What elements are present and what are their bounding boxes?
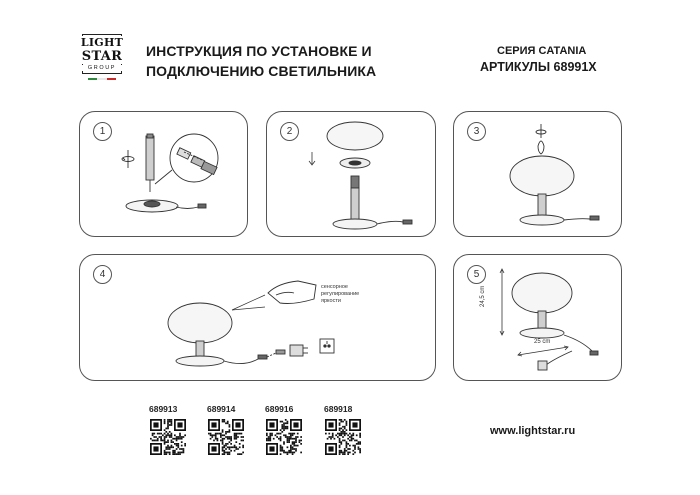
step-1-illustration <box>80 112 249 238</box>
step-number-3: 3 <box>467 122 486 141</box>
sensor-dimming-note <box>321 284 359 305</box>
lamp-base <box>176 350 285 366</box>
step-2-illustration <box>267 112 437 238</box>
step-number-4: 4 <box>93 265 112 284</box>
mounting-ring <box>340 158 370 168</box>
height-dimension-arrow <box>500 269 504 335</box>
qr-code-3[interactable] <box>266 419 302 455</box>
glass-shade <box>327 122 383 150</box>
connector-zoom-detail <box>155 134 218 184</box>
lamp-base <box>520 328 598 370</box>
logo-text-star: STAR <box>76 49 128 64</box>
hand-touch-detail <box>268 281 316 304</box>
instruction-title <box>146 41 376 81</box>
step-panel-4 <box>79 254 436 381</box>
brand-logo <box>76 28 128 84</box>
logo-text-group: GROUP <box>76 65 128 71</box>
sensor-note-line-3: яркости <box>321 298 341 304</box>
lamp-base <box>126 200 206 212</box>
bulb <box>538 141 544 154</box>
height-label: 24,5 cm <box>480 285 486 307</box>
step-panel-5 <box>453 254 622 381</box>
italian-flag-stripe <box>88 78 116 80</box>
width-dimension-arrow <box>518 346 568 356</box>
width-label: 25 cm <box>534 339 551 345</box>
article-code-3: 689916 <box>265 404 294 414</box>
lamp-base <box>333 219 412 229</box>
series-name: СЕРИЯ CATANIA <box>497 45 587 57</box>
step-5-illustration <box>454 255 623 382</box>
step-number-1: 1 <box>93 122 112 141</box>
step-3-illustration <box>454 112 623 238</box>
article-code-2: 689914 <box>207 404 236 414</box>
power-adapter <box>290 345 308 356</box>
logo-text-light: LIGHT <box>76 36 128 49</box>
article-range: АРТИКУЛЫ 68991X <box>480 60 597 74</box>
step-number-5: 5 <box>467 265 486 284</box>
glass-shade <box>512 273 572 313</box>
down-arrow-icon <box>309 152 315 165</box>
sensor-note-line-2: регулирование <box>321 291 360 297</box>
title-line-2: ПОДКЛЮЧЕНИЮ СВЕТИЛЬНИКА <box>146 63 377 79</box>
lamp-base <box>520 215 599 225</box>
touch-zoom-line <box>232 295 265 310</box>
rotate-arrows-icon <box>536 124 546 138</box>
step-panel-3 <box>453 111 622 237</box>
title-line-1: ИНСТРУКЦИЯ ПО УСТАНОВКЕ И <box>146 43 372 59</box>
qr-code-1[interactable] <box>150 419 186 455</box>
article-code-1: 689913 <box>149 404 178 414</box>
qr-code-4[interactable] <box>325 419 361 455</box>
sensor-note-line-1: сенсорное <box>321 284 348 290</box>
step-panel-1 <box>79 111 248 237</box>
qr-code-2[interactable] <box>208 419 244 455</box>
glass-shade <box>168 303 232 343</box>
outlet-icon <box>320 339 334 353</box>
rotate-arrows-icon <box>122 150 134 168</box>
step-panel-2 <box>266 111 436 237</box>
glass-shade <box>510 156 574 196</box>
website-link[interactable]: www.lightstar.ru <box>490 425 576 437</box>
step-4-illustration <box>80 255 437 382</box>
step-number-2: 2 <box>280 122 299 141</box>
lamp-column <box>146 134 154 192</box>
lamp-column <box>351 176 359 222</box>
article-code-4: 689918 <box>324 404 353 414</box>
